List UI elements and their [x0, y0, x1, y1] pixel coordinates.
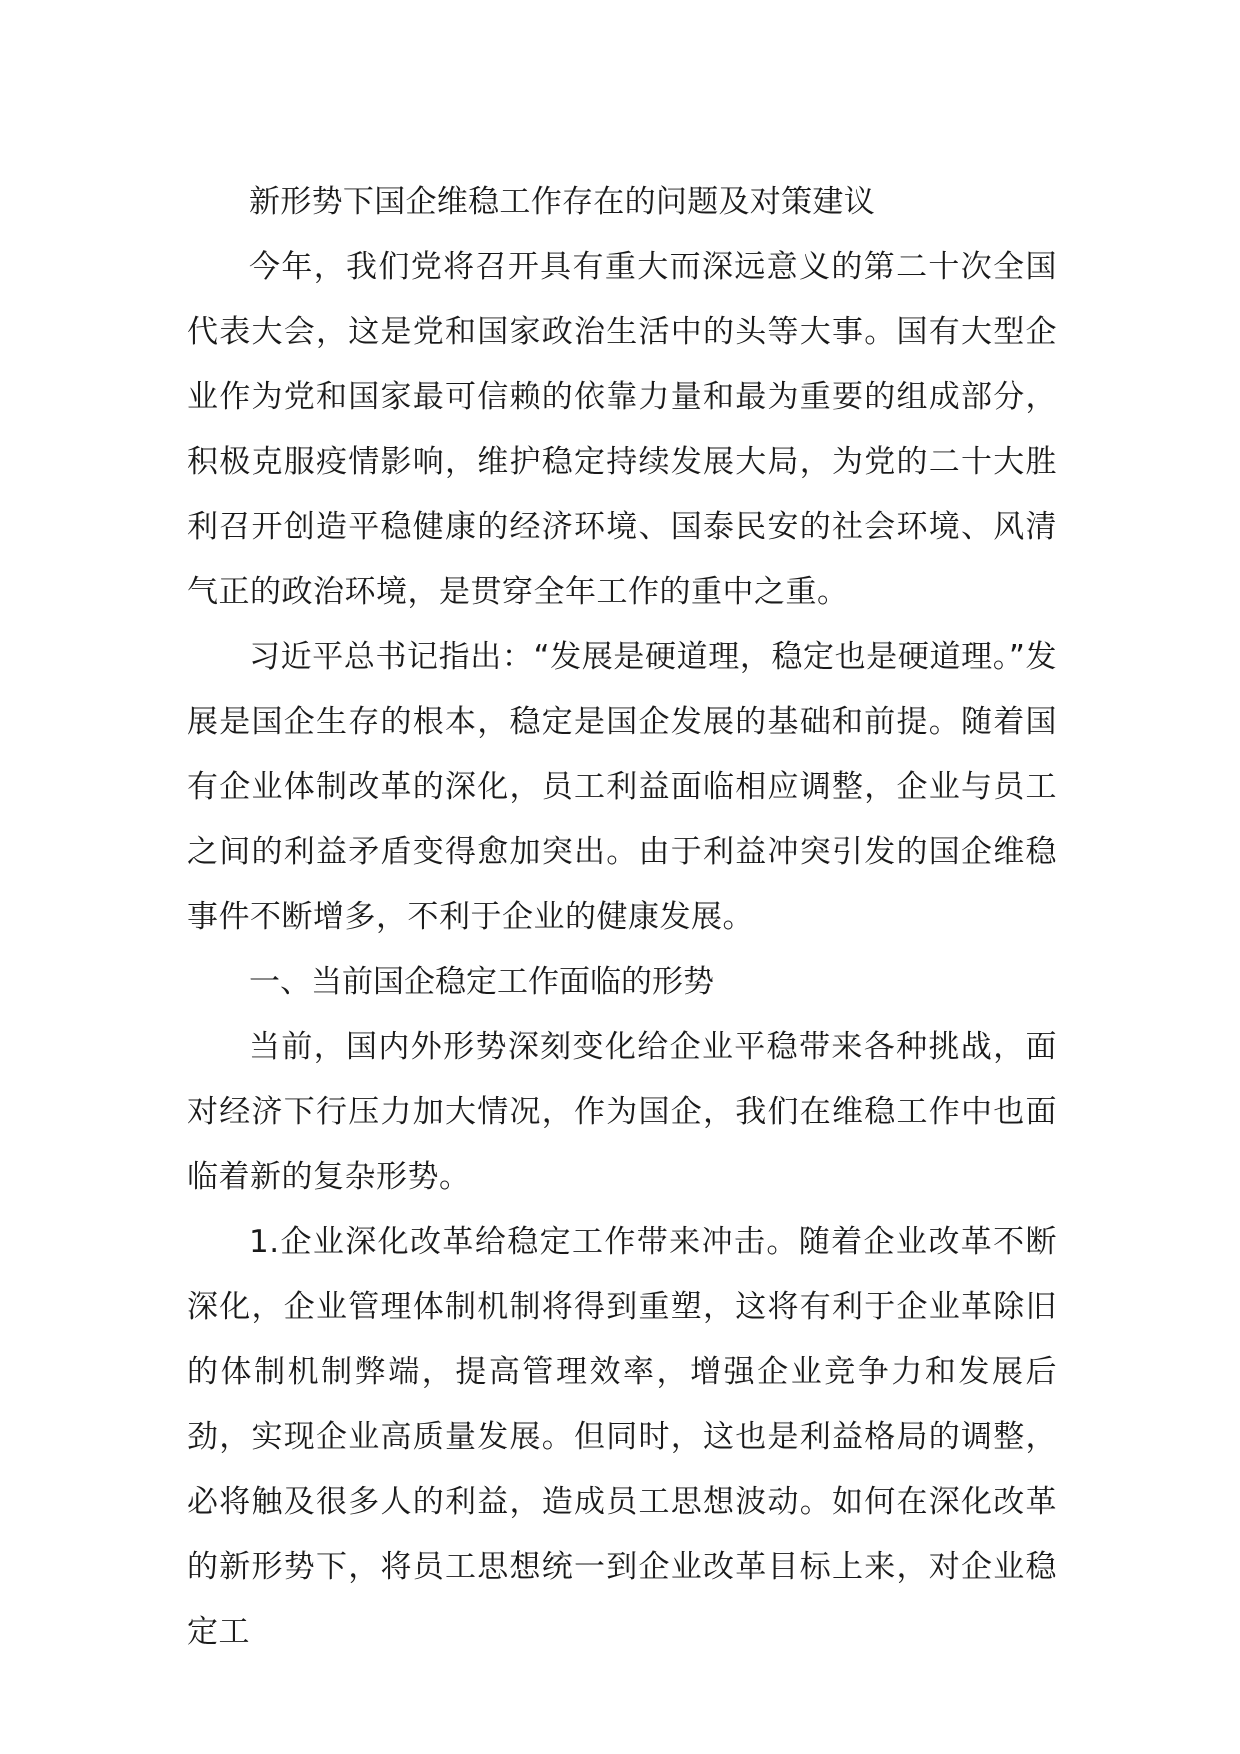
paragraph-point-1: 1.企业深化改革给稳定工作带来冲击。随着企业改革不断深化，企业管理体制机制将得到重塑，这将有利于企业革除旧的体制机制弊端，提高管理效率，增强企业竞争力和发展后劲，实现企业高质量发展。但同时，这也是利益格局的调整，必将触及很多人的利益，造成员工思想波动。如何在深化改革的新形势下，将员工思想统一到企业改革目标上来，对企业稳定工 — [187, 1224, 1057, 1650]
document-title: 新形势下国企维稳工作存在的问题及对策建议 — [249, 184, 875, 220]
section-heading: 一、当前国企稳定工作面临的形势 — [249, 964, 714, 1000]
paragraph-situation: 当前，国内外形势深刻变化给企业平稳带来各种挑战，面对经济下行压力加大情况，作为国企，我们在维稳工作中也面临着新的复杂形势。 — [187, 1029, 1057, 1195]
paragraph-intro: 今年，我们党将召开具有重大而深远意义的第二十次全国代表大会，这是党和国家政治生活中的头等大事。国有大型企业作为党和国家最可信赖的依靠力量和最为重要的组成部分，积极克服疫情影响，维护稳定持续发展大局，为党的二十大胜利召开创造平稳健康的经济环境、国泰民安的社会环境、风清气正的政治环境，是贯穿全年工作的重中之重。 — [187, 249, 1057, 610]
document-body — [187, 170, 1057, 1665]
paragraph-quote: 习近平总书记指出：“发展是硬道理，稳定也是硬道理。”发展是国企生存的根本，稳定是国企发展的基础和前提。随着国有企业体制改革的深化，员工利益面临相应调整，企业与员工之间的利益矛盾变得愈加突出。由于利益冲突引发的国企维稳事件不断增多，不利于企业的健康发展。 — [187, 639, 1057, 935]
